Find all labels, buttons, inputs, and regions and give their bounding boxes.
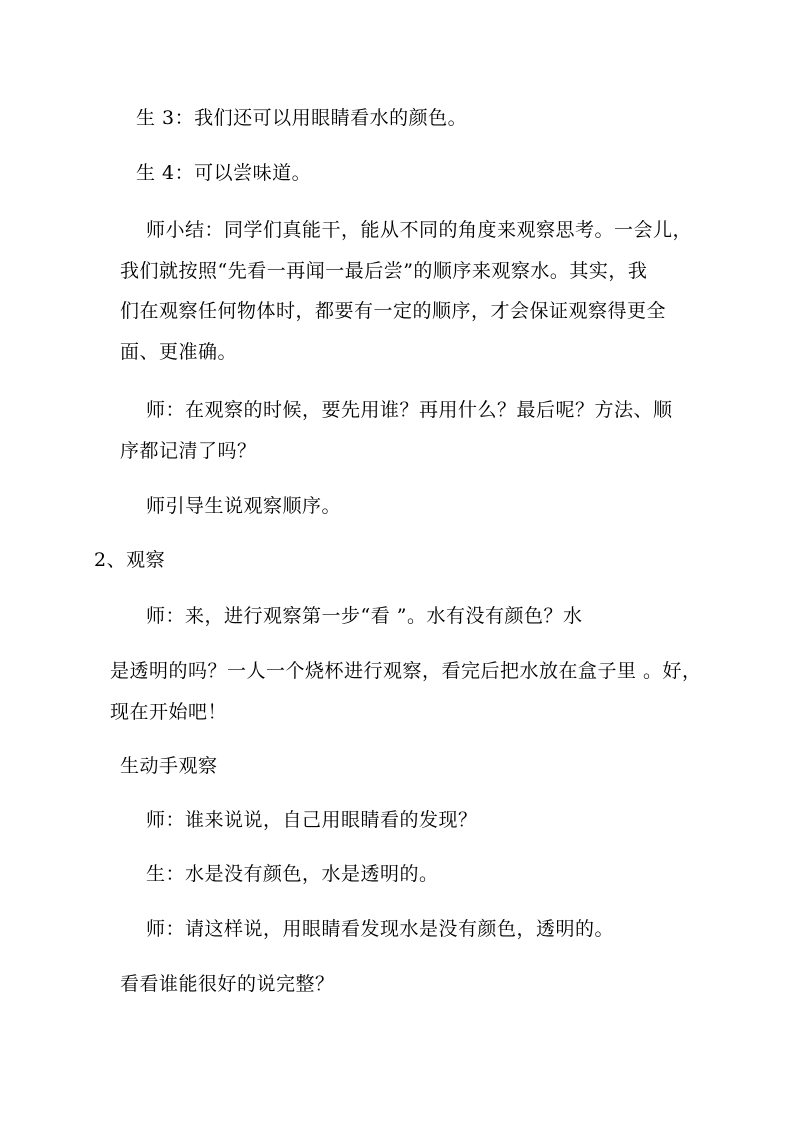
paragraph-teacher-summary-line-3: 们在观察任何物体时，都要有一定的顺序，才会保证观察得更全 <box>120 300 667 322</box>
paragraph-teacher-who-speaks: 师：谁来说说，自己用眼睛看的发现？ <box>146 809 478 831</box>
paragraph-teacher-look-line-3: 现在开始吧！ <box>110 701 228 723</box>
paragraph-teacher-question-line-1: 师：在观察的时候，要先用谁？再用什么？最后呢？方法、顺 <box>146 399 673 421</box>
paragraph-teacher-summary-line-2: 我们就按照“先看一再闻一最后尝”的顺序来观察水。其实，我 <box>120 260 648 282</box>
paragraph-teacher-question-line-2: 序都记清了吗？ <box>120 440 257 462</box>
paragraph-teacher-summary-line-1: 师小结：同学们真能干，能从不同的角度来观察思考。一会儿， <box>146 219 693 241</box>
paragraph-student-3: 生 3：我们还可以用眼睛看水的颜色。 <box>136 107 468 129</box>
paragraph-teacher-rephrase: 师：请这样说，用眼睛看发现水是没有颜色，透明的。 <box>146 918 615 940</box>
paragraph-student-answer: 生：水是没有颜色，水是透明的。 <box>146 863 439 885</box>
section-heading-observe: 2、观察 <box>94 549 166 571</box>
paragraph-students-observe: 生动手观察 <box>120 755 218 777</box>
paragraph-teacher-guides: 师引导生说观察顺序。 <box>146 495 342 517</box>
paragraph-student-4: 生 4：可以尝味道。 <box>136 162 312 184</box>
paragraph-teacher-prompt: 看看谁能很好的说完整？ <box>120 973 335 995</box>
paragraph-teacher-look-line-2: 是透明的吗？一人一个烧杯进行观察，看完后把水放在盒子里 。好， <box>110 660 702 682</box>
paragraph-teacher-summary-line-4: 面、更准确。 <box>120 341 238 363</box>
paragraph-teacher-look-line-1: 师：来，进行观察第一步“看 ”。水有没有颜色？水 <box>146 605 583 627</box>
